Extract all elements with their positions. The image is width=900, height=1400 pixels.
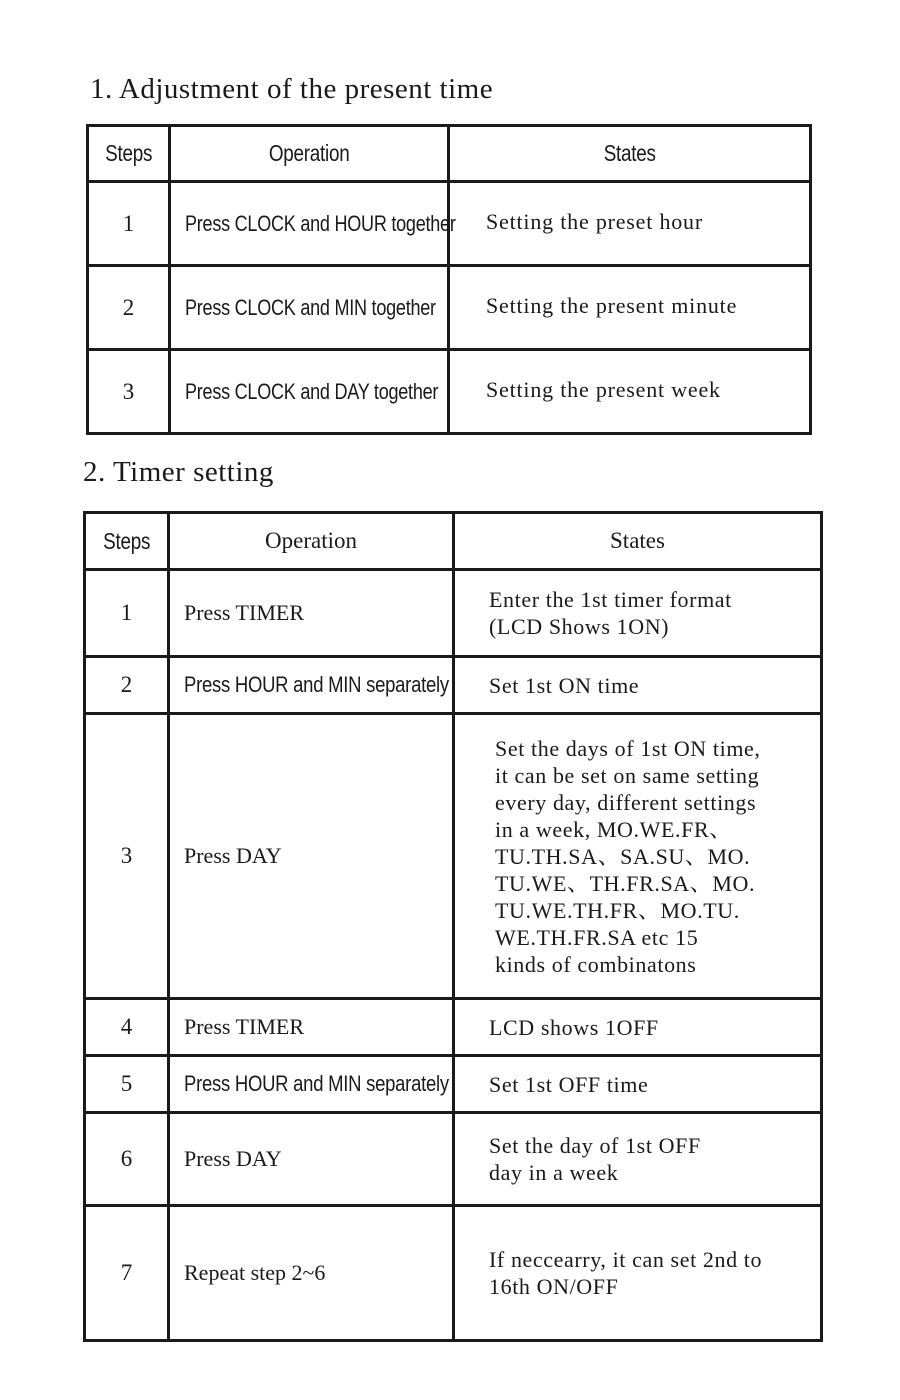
operation-cell: Press HOUR and MIN separately	[169, 657, 454, 714]
state-cell: Enter the 1st timer format (LCD Shows 1ON)	[454, 570, 822, 657]
step-number: 4	[85, 999, 169, 1056]
table-row	[85, 714, 822, 999]
table-row	[85, 570, 822, 657]
step-number: 1	[85, 570, 169, 657]
step-number: 7	[85, 1206, 169, 1341]
table-row	[85, 1056, 822, 1113]
header-operation: Operation	[170, 126, 449, 182]
step-number: 5	[85, 1056, 169, 1113]
present-time-table	[86, 124, 812, 435]
table-row	[85, 1206, 822, 1341]
section2-title: 2. Timer setting	[83, 456, 274, 488]
state-cell: Set the days of 1st ON time, it can be set on same setting every day, different settings in a week, MO.WE.FR、 TU.TH.SA、SA.SU、MO. TU.WE、TH.FR.SA、MO. TU.WE.TH.FR、MO.TU. WE.TH.FR.SA etc 15 kinds of combinatons	[454, 714, 822, 999]
operation-cell: Press DAY	[169, 1113, 454, 1206]
table-row	[85, 999, 822, 1056]
header-states: States	[454, 513, 822, 570]
header-states: States	[449, 126, 811, 182]
section1-title: 1. Adjustment of the present time	[90, 73, 494, 105]
table-row	[88, 350, 811, 434]
step-number: 6	[85, 1113, 169, 1206]
header-steps: Steps	[85, 513, 169, 570]
state-cell: Set 1st OFF time	[454, 1056, 822, 1113]
operation-cell: Press CLOCK and MIN together	[170, 266, 449, 350]
step-number: 3	[88, 350, 170, 434]
table-row	[88, 182, 811, 266]
state-cell: Set 1st ON time	[454, 657, 822, 714]
state-cell: LCD shows 1OFF	[454, 999, 822, 1056]
operation-cell: Press TIMER	[169, 999, 454, 1056]
operation-cell: Press CLOCK and DAY together	[170, 350, 449, 434]
operation-cell: Press CLOCK and HOUR together	[170, 182, 449, 266]
table-header-row	[85, 513, 822, 570]
state-cell: Setting the preset hour	[449, 182, 811, 266]
step-number: 3	[85, 714, 169, 999]
operation-cell: Repeat step 2~6	[169, 1206, 454, 1341]
header-steps: Steps	[88, 126, 170, 182]
table-row	[85, 657, 822, 714]
table-row	[88, 266, 811, 350]
operation-cell: Press TIMER	[169, 570, 454, 657]
timer-setting-table	[83, 511, 823, 1342]
operation-cell: Press DAY	[169, 714, 454, 999]
step-number: 1	[88, 182, 170, 266]
state-cell: Set the day of 1st OFF day in a week	[454, 1113, 822, 1206]
step-number: 2	[85, 657, 169, 714]
state-cell: Setting the present minute	[449, 266, 811, 350]
header-operation: Operation	[169, 513, 454, 570]
state-cell: If neccearry, it can set 2nd to 16th ON/OFF	[454, 1206, 822, 1341]
table-header-row	[88, 126, 811, 182]
operation-cell: Press HOUR and MIN separately	[169, 1056, 454, 1113]
step-number: 2	[88, 266, 170, 350]
state-cell: Setting the present week	[449, 350, 811, 434]
table-row	[85, 1113, 822, 1206]
